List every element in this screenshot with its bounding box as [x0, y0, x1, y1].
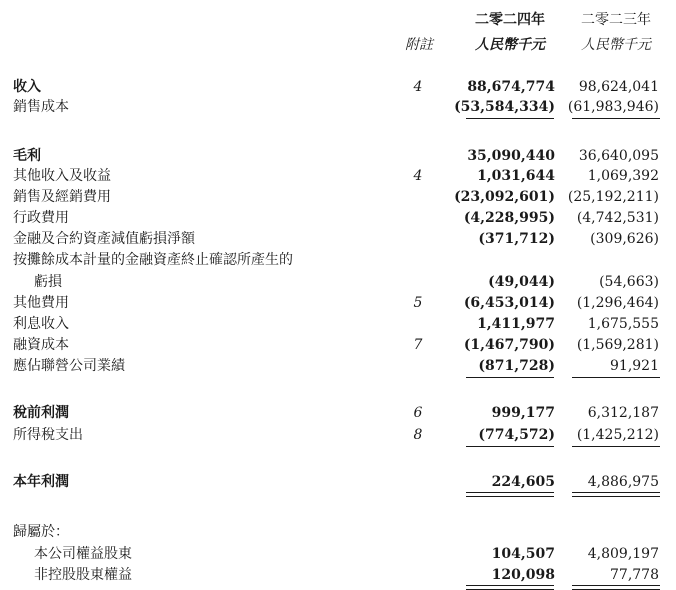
total-double-rule-2024 [466, 585, 554, 590]
row-label: 其他費用 [13, 295, 69, 311]
row-note: 4 [413, 168, 423, 184]
row-label: 銷售及經銷費用 [13, 189, 111, 205]
subtotal-rule-2024 [466, 377, 554, 378]
row-label: 應佔聯營公司業績 [13, 358, 125, 374]
header-year-2023: 二零二三年 [581, 12, 651, 28]
table-row-cost-of-sales [0, 96, 676, 118]
row-value-2023: 36,640,095 [578, 148, 659, 164]
row-value-2023: (4,742,531) [576, 210, 659, 226]
row-value-2023: (309,626) [590, 231, 659, 247]
row-note: 8 [413, 427, 423, 443]
row-label: 虧損 [34, 274, 62, 290]
row-label: 行政費用 [13, 210, 69, 226]
row-value-2023: (25,192,211) [567, 189, 659, 205]
table-row-other-income [0, 165, 676, 187]
table-row-derecognition-label [0, 249, 676, 271]
row-value-2024: 1,411,977 [477, 316, 555, 332]
table-row-derecognition-loss [0, 271, 676, 293]
row-value-2024: 88,674,774 [467, 79, 555, 95]
row-value-2023: 4,886,975 [587, 474, 659, 490]
row-value-2023: 1,069,392 [587, 168, 659, 184]
row-value-2023: 1,675,555 [587, 316, 659, 332]
table-row-impairment-losses [0, 228, 676, 250]
row-value-2023: 4,809,197 [587, 546, 659, 562]
row-label: 融資成本 [13, 337, 69, 353]
row-note: 5 [413, 295, 423, 311]
row-label: 收入 [13, 79, 41, 95]
table-row-other-expenses [0, 292, 676, 314]
row-label: 本公司權益股東 [34, 546, 132, 562]
subtotal-rule-2023 [572, 118, 660, 119]
table-row-admin-expenses [0, 207, 676, 229]
table-row-attributable-to [0, 521, 676, 543]
header-note: 附註 [405, 37, 433, 53]
table-row-owners-of-company [0, 543, 676, 565]
row-value-2024: (4,228,995) [463, 210, 555, 226]
row-note: 4 [413, 79, 423, 95]
header-unit-2024: 人民幣千元 [475, 37, 545, 53]
table-row-profit-for-year [0, 471, 676, 493]
row-label: 按攤餘成本計量的金融資產終止確認所產生的 [13, 252, 293, 268]
row-label: 銷售成本 [13, 99, 69, 115]
subtotal-rule-2023 [572, 446, 660, 447]
row-label: 其他收入及收益 [13, 168, 111, 184]
row-value-2023: (54,663) [599, 274, 659, 290]
total-double-rule-2023 [572, 492, 660, 497]
table-row-interest-income [0, 313, 676, 335]
row-label: 歸屬於： [13, 524, 69, 540]
row-value-2023: 91,921 [610, 358, 659, 374]
table-row-revenue [0, 76, 676, 98]
row-value-2023: (1,296,464) [576, 295, 659, 311]
total-double-rule-2023 [572, 585, 660, 590]
row-value-2024: (49,044) [488, 274, 555, 290]
row-value-2024: 1,031,644 [477, 168, 555, 184]
subtotal-rule-2024 [466, 446, 554, 447]
row-value-2023: 6,312,187 [587, 405, 659, 421]
row-value-2023: (1,425,212) [576, 427, 659, 443]
row-value-2024: (871,728) [478, 358, 555, 374]
row-value-2024: 224,605 [491, 474, 555, 490]
row-label: 非控股股東權益 [34, 567, 132, 583]
table-row-share-of-associates [0, 355, 676, 377]
row-value-2024: 120,098 [491, 567, 555, 583]
header-year-2024: 二零二四年 [475, 12, 545, 28]
row-value-2024: (23,092,601) [454, 189, 555, 205]
subtotal-rule-2024 [466, 118, 554, 119]
row-label: 毛利 [13, 148, 41, 164]
table-row-finance-costs [0, 334, 676, 356]
row-value-2024: (1,467,790) [463, 337, 555, 353]
row-value-2024: (53,584,334) [454, 99, 555, 115]
table-row-profit-before-tax [0, 402, 676, 424]
row-note: 7 [413, 337, 423, 353]
table-row-selling-expenses [0, 186, 676, 208]
row-label: 所得稅支出 [13, 427, 83, 443]
row-value-2024: 104,507 [491, 546, 555, 562]
total-double-rule-2024 [466, 492, 554, 497]
table-row-income-tax [0, 424, 676, 446]
row-value-2023: 98,624,041 [578, 79, 659, 95]
row-label: 利息收入 [13, 316, 69, 332]
row-value-2023: (1,569,281) [576, 337, 659, 353]
row-label: 本年利潤 [13, 474, 69, 490]
row-value-2024: 35,090,440 [467, 148, 555, 164]
row-value-2023: (61,983,946) [567, 99, 659, 115]
row-value-2023: 77,778 [610, 567, 659, 583]
row-value-2024: (371,712) [478, 231, 555, 247]
row-note: 6 [413, 405, 423, 421]
header-unit-2023: 人民幣千元 [581, 37, 651, 53]
row-label: 稅前利潤 [13, 405, 69, 421]
subtotal-rule-2023 [572, 377, 660, 378]
row-value-2024: 999,177 [491, 405, 555, 421]
row-value-2024: (6,453,014) [463, 295, 555, 311]
table-row-non-controlling-interests [0, 564, 676, 586]
row-label: 金融及合約資產減值虧損淨額 [13, 231, 195, 247]
row-value-2024: (774,572) [478, 427, 555, 443]
table-row-gross-profit [0, 145, 676, 167]
